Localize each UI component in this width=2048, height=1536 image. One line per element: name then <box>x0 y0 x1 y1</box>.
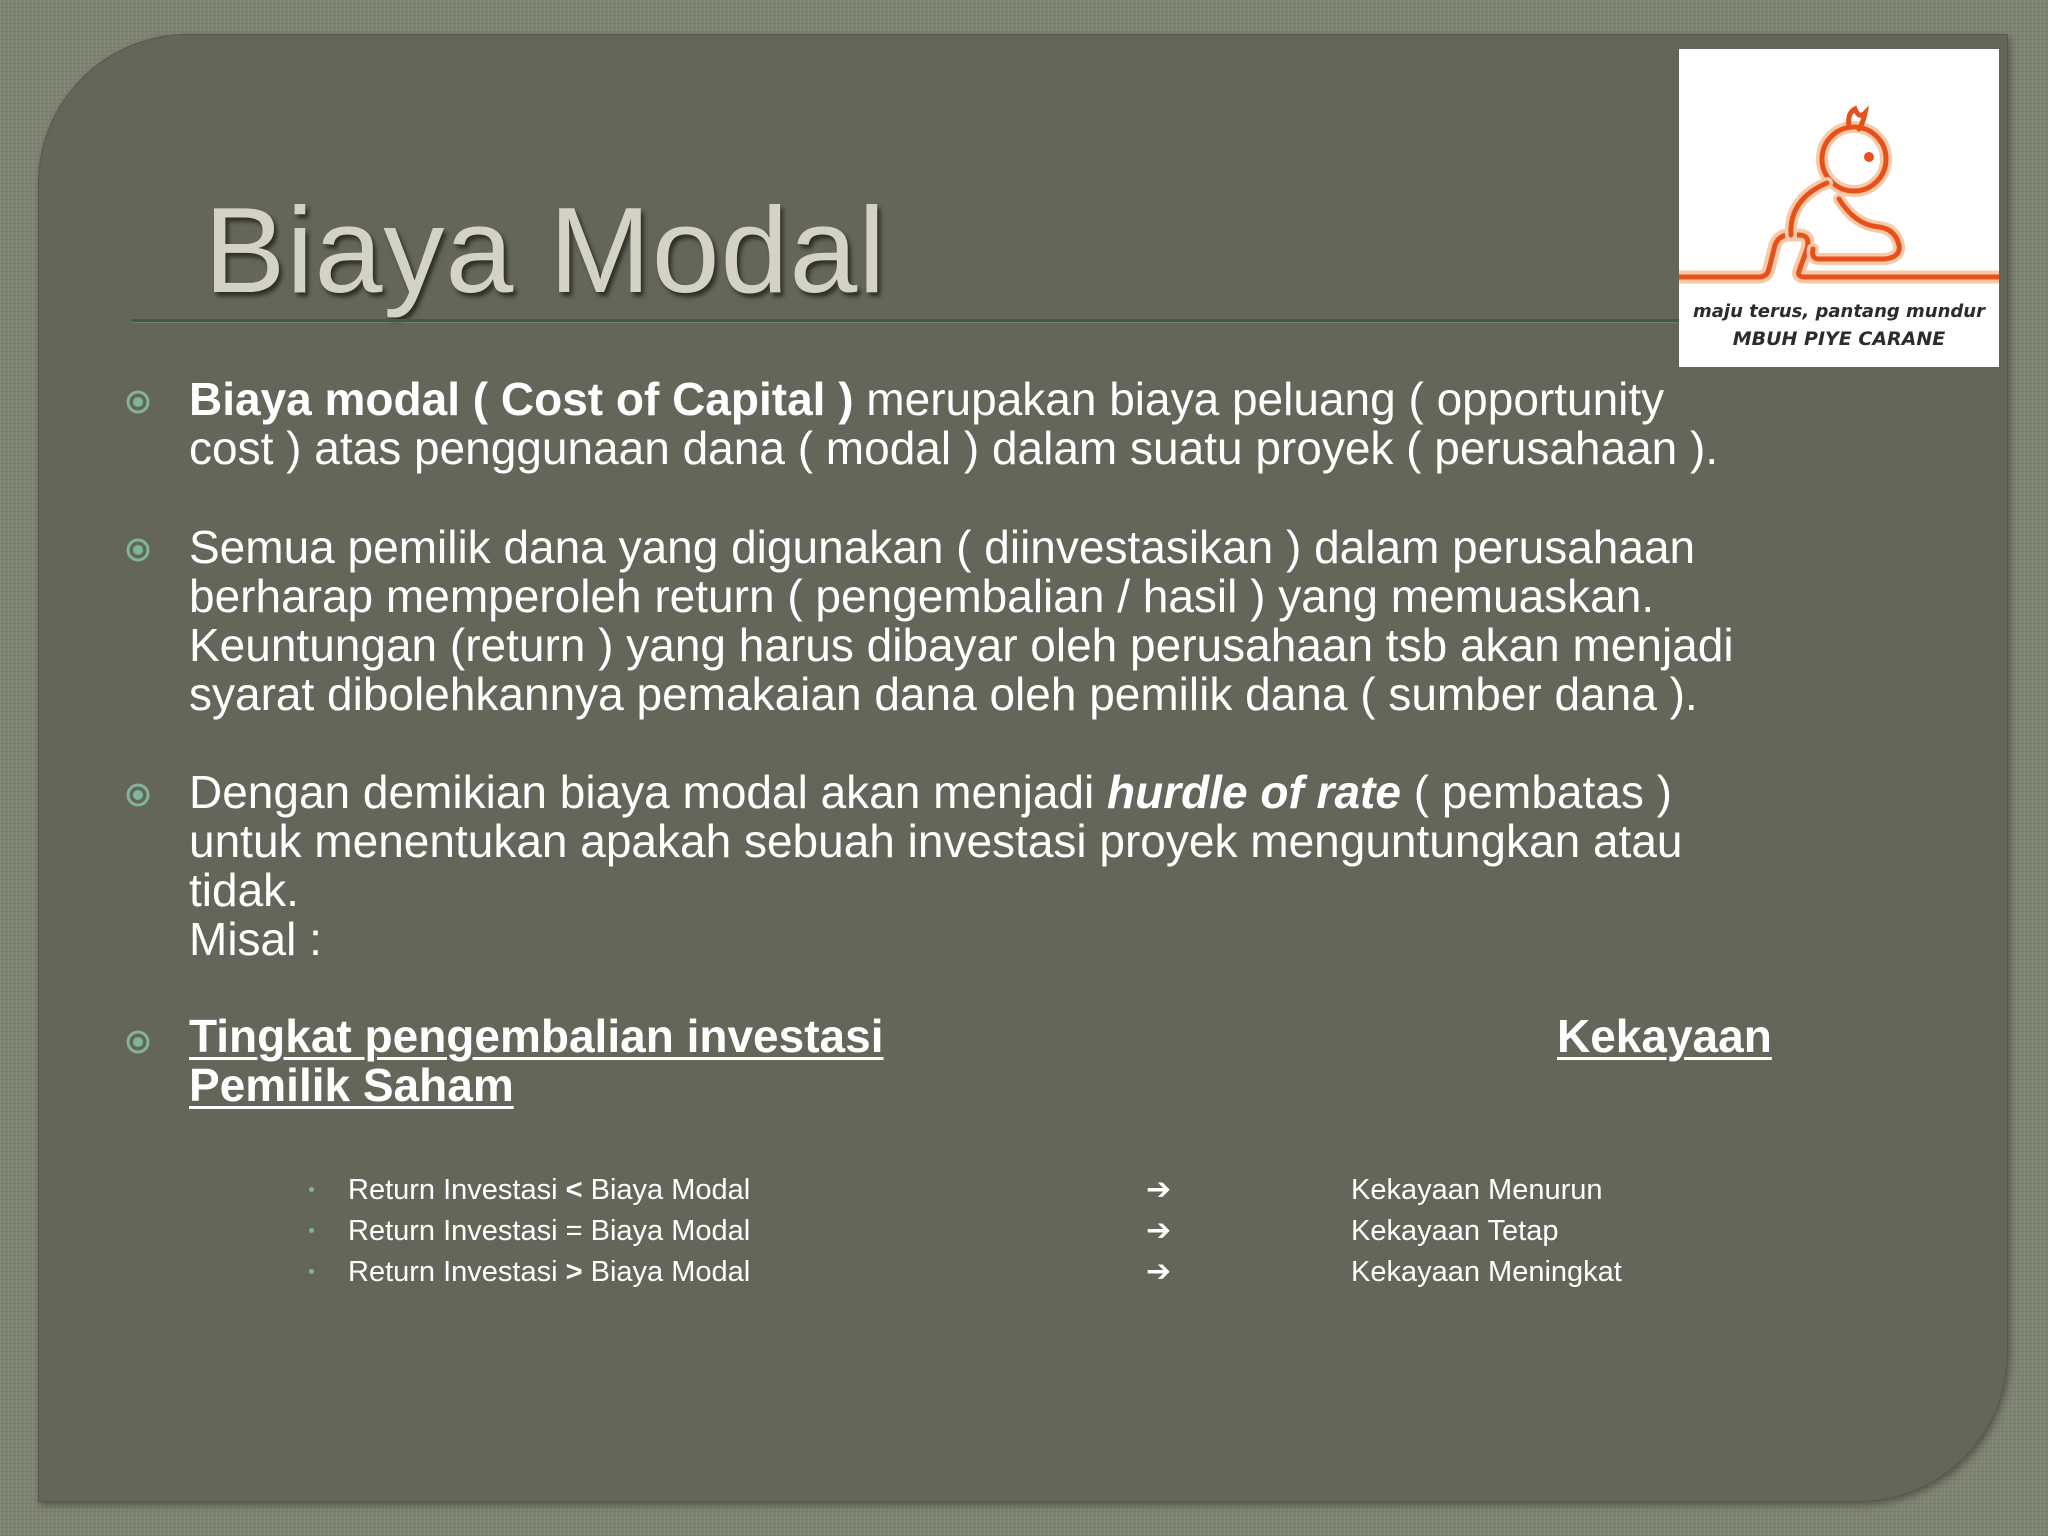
logo-figure-icon <box>1679 49 1999 309</box>
hurdle-emphasis: hurdle of rate <box>1107 766 1401 818</box>
paragraph-line: Misal : <box>189 913 322 965</box>
comparison-header <box>189 1012 1889 1062</box>
sub-bullet-icon <box>309 1228 314 1233</box>
comparison-row <box>0 1210 2048 1252</box>
comparison-row <box>0 1251 2048 1293</box>
paragraph-text: merupakan biaya peluang ( opportunity <box>853 373 1665 425</box>
arrow-right-icon: ➔ <box>1146 1172 1172 1207</box>
paragraph-line: tidak. <box>189 864 299 916</box>
row-condition <box>348 1251 750 1293</box>
comparison-row <box>0 1169 2048 1211</box>
sub-bullet-icon <box>309 1187 314 1192</box>
bullet-icon <box>125 1029 151 1055</box>
row-condition-a: Return Investasi <box>348 1215 566 1247</box>
paragraph-text: ( pembatas ) <box>1400 766 1672 818</box>
paragraph-text: Dengan demikian biaya modal akan menjadi <box>189 766 1108 818</box>
row-result: Kekayaan Meningkat <box>1351 1256 1622 1288</box>
bullet-icon <box>125 389 151 415</box>
paragraph-lead: Biaya modal ( Cost of Capital ) <box>189 373 854 425</box>
bullet-icon <box>125 782 151 808</box>
row-operator: = <box>565 1215 583 1247</box>
paragraph-line: Semua pemilik dana yang digunakan ( diinvestasikan ) dalam perusahaan <box>189 521 1696 573</box>
row-operator: < <box>565 1174 583 1206</box>
title-divider <box>132 319 1682 322</box>
row-condition-a: Return Investasi <box>348 1256 566 1288</box>
row-condition-a: Return Investasi <box>348 1174 566 1206</box>
logo-tagline: maju terus, pantang mundur <box>1693 301 1985 322</box>
row-result: Kekayaan Tetap <box>1351 1215 1559 1247</box>
header-wealth-cont: Pemilik Saham <box>189 1059 514 1111</box>
paragraph-fund-owners <box>189 523 1929 719</box>
row-condition <box>348 1210 750 1252</box>
paragraph-cost-of-capital <box>189 375 1929 473</box>
row-condition-b: Biaya Modal <box>582 1256 751 1288</box>
header-return-label: Tingkat pengembalian investasi <box>189 1010 884 1062</box>
paragraph-line: berharap memperoleh return ( pengembalian / hasil ) yang memuaskan. <box>189 570 1655 622</box>
logo-name: MBUH PIYE CARANE <box>1732 328 1946 350</box>
row-result: Kekayaan Menurun <box>1351 1174 1603 1206</box>
logo <box>1679 49 1999 367</box>
arrow-right-icon: ➔ <box>1146 1254 1172 1289</box>
sub-bullet-icon <box>309 1269 314 1274</box>
row-condition-b: Biaya Modal <box>582 1215 751 1247</box>
paragraph-hurdle-rate <box>189 768 1929 964</box>
bullet-icon <box>125 537 151 563</box>
paragraph-line: Keuntungan (return ) yang harus dibayar oleh perusahaan tsb akan menjadi <box>189 619 1734 671</box>
paragraph-line: syarat dibolehkannya pemakaian dana oleh pemilik dana ( sumber dana ). <box>189 668 1698 720</box>
paragraph-text: cost ) atas penggunaan dana ( modal ) dalam suatu proyek ( perusahaan ). <box>189 422 1719 474</box>
row-condition-b: Biaya Modal <box>582 1174 751 1206</box>
row-condition <box>348 1169 750 1211</box>
arrow-right-icon: ➔ <box>1146 1213 1172 1248</box>
row-operator: > <box>565 1256 583 1288</box>
paragraph-line: untuk menentukan apakah sebuah investasi proyek menguntungkan atau <box>189 815 1683 867</box>
slide-title: Biaya Modal <box>204 182 887 318</box>
header-wealth-label: Kekayaan <box>1557 1010 1772 1062</box>
